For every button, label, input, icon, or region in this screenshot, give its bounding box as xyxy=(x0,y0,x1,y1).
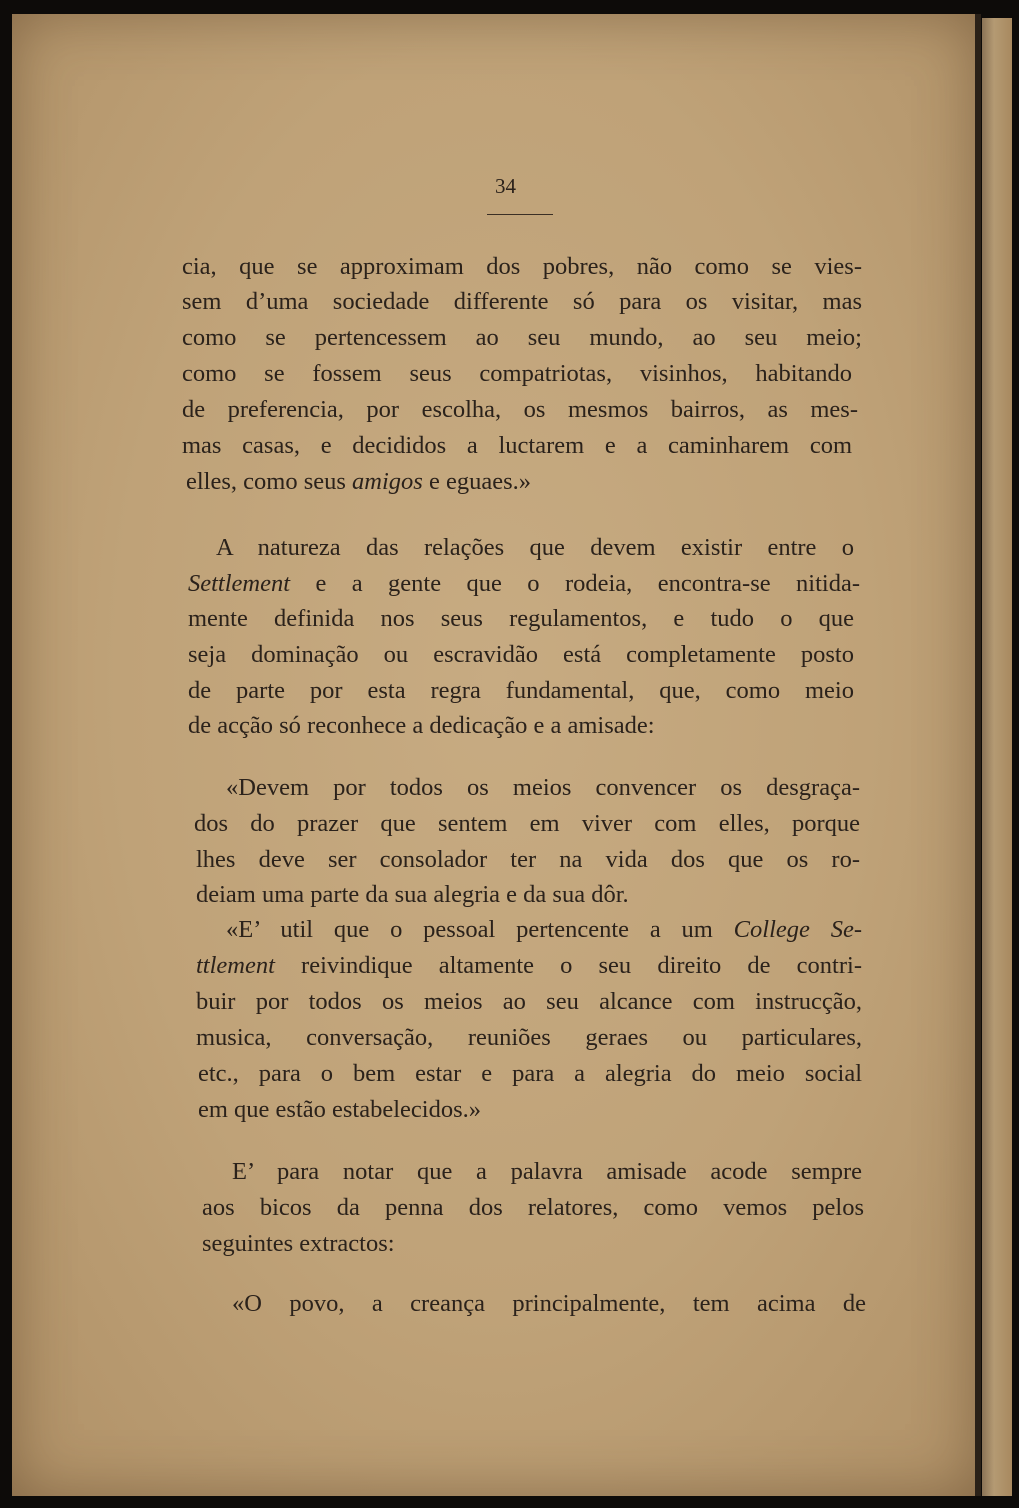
text-line: seguintes extractos: xyxy=(202,1230,395,1257)
text-line: como se fossem seus compatriotas, visinhos, habitando xyxy=(182,360,852,387)
text-line: seja dominação ou escravidão está completamente posto xyxy=(188,641,854,668)
text-line: ttlement reivindique altamente o seu direito de contri- xyxy=(196,952,862,979)
text-line: Settlement e a gente que o rodeia, encontra-se nitida- xyxy=(188,570,860,597)
book-page xyxy=(12,14,977,1496)
text-line: sem d’uma sociedade differente só para os visitar, mas xyxy=(182,288,862,315)
text-line: mente definida nos seus regulamentos, e tudo o que xyxy=(188,605,854,632)
text-line: «Devem por todos os meios convencer os desgraça- xyxy=(226,774,860,801)
text-line: de acção só reconhece a dedicação e a amisade: xyxy=(188,712,655,739)
text-line: etc., para o bem estar e para a alegria do meio social xyxy=(198,1060,862,1087)
text-line: buir por todos os meios ao seu alcance com instrucção, xyxy=(196,988,862,1015)
adjacent-page-edge xyxy=(982,18,1012,1496)
text-line: lhes deve ser consolador ter na vida dos que os ro- xyxy=(196,846,860,873)
text-line: E’ para notar que a palavra amisade acode sempre xyxy=(232,1158,862,1185)
text-line: «O povo, a creança principalmente, tem acima de xyxy=(232,1290,866,1317)
page-number: 34 xyxy=(495,174,516,198)
text-line: elles, como seus amigos e eguaes.» xyxy=(186,468,531,495)
text-line: deiam uma parte da sua alegria e da sua dôr. xyxy=(196,881,629,908)
book-gutter xyxy=(975,14,981,1496)
text-line: como se pertencessem ao seu mundo, ao seu meio; xyxy=(182,324,862,351)
text-line: mas casas, e decididos a luctarem e a caminharem com xyxy=(182,432,852,459)
text-line: de preferencia, por escolha, os mesmos bairros, as mes- xyxy=(182,396,858,423)
text-line: A natureza das relações que devem existir entre o xyxy=(216,534,854,561)
text-line: dos do prazer que sentem em viver com elles, porque xyxy=(194,810,860,837)
text-line: em que estão estabelecidos.» xyxy=(198,1096,482,1123)
header-rule xyxy=(487,214,553,215)
text-line: «E’ util que o pessoal pertencente a um College Se- xyxy=(226,916,862,943)
text-line: de parte por esta regra fundamental, que, como meio xyxy=(188,677,854,704)
text-line: musica, conversação, reuniões geraes ou particulares, xyxy=(196,1024,862,1051)
text-line: cia, que se approximam dos pobres, não como se vies- xyxy=(182,253,862,280)
text-line: aos bicos da penna dos relatores, como vemos pelos xyxy=(202,1194,864,1221)
